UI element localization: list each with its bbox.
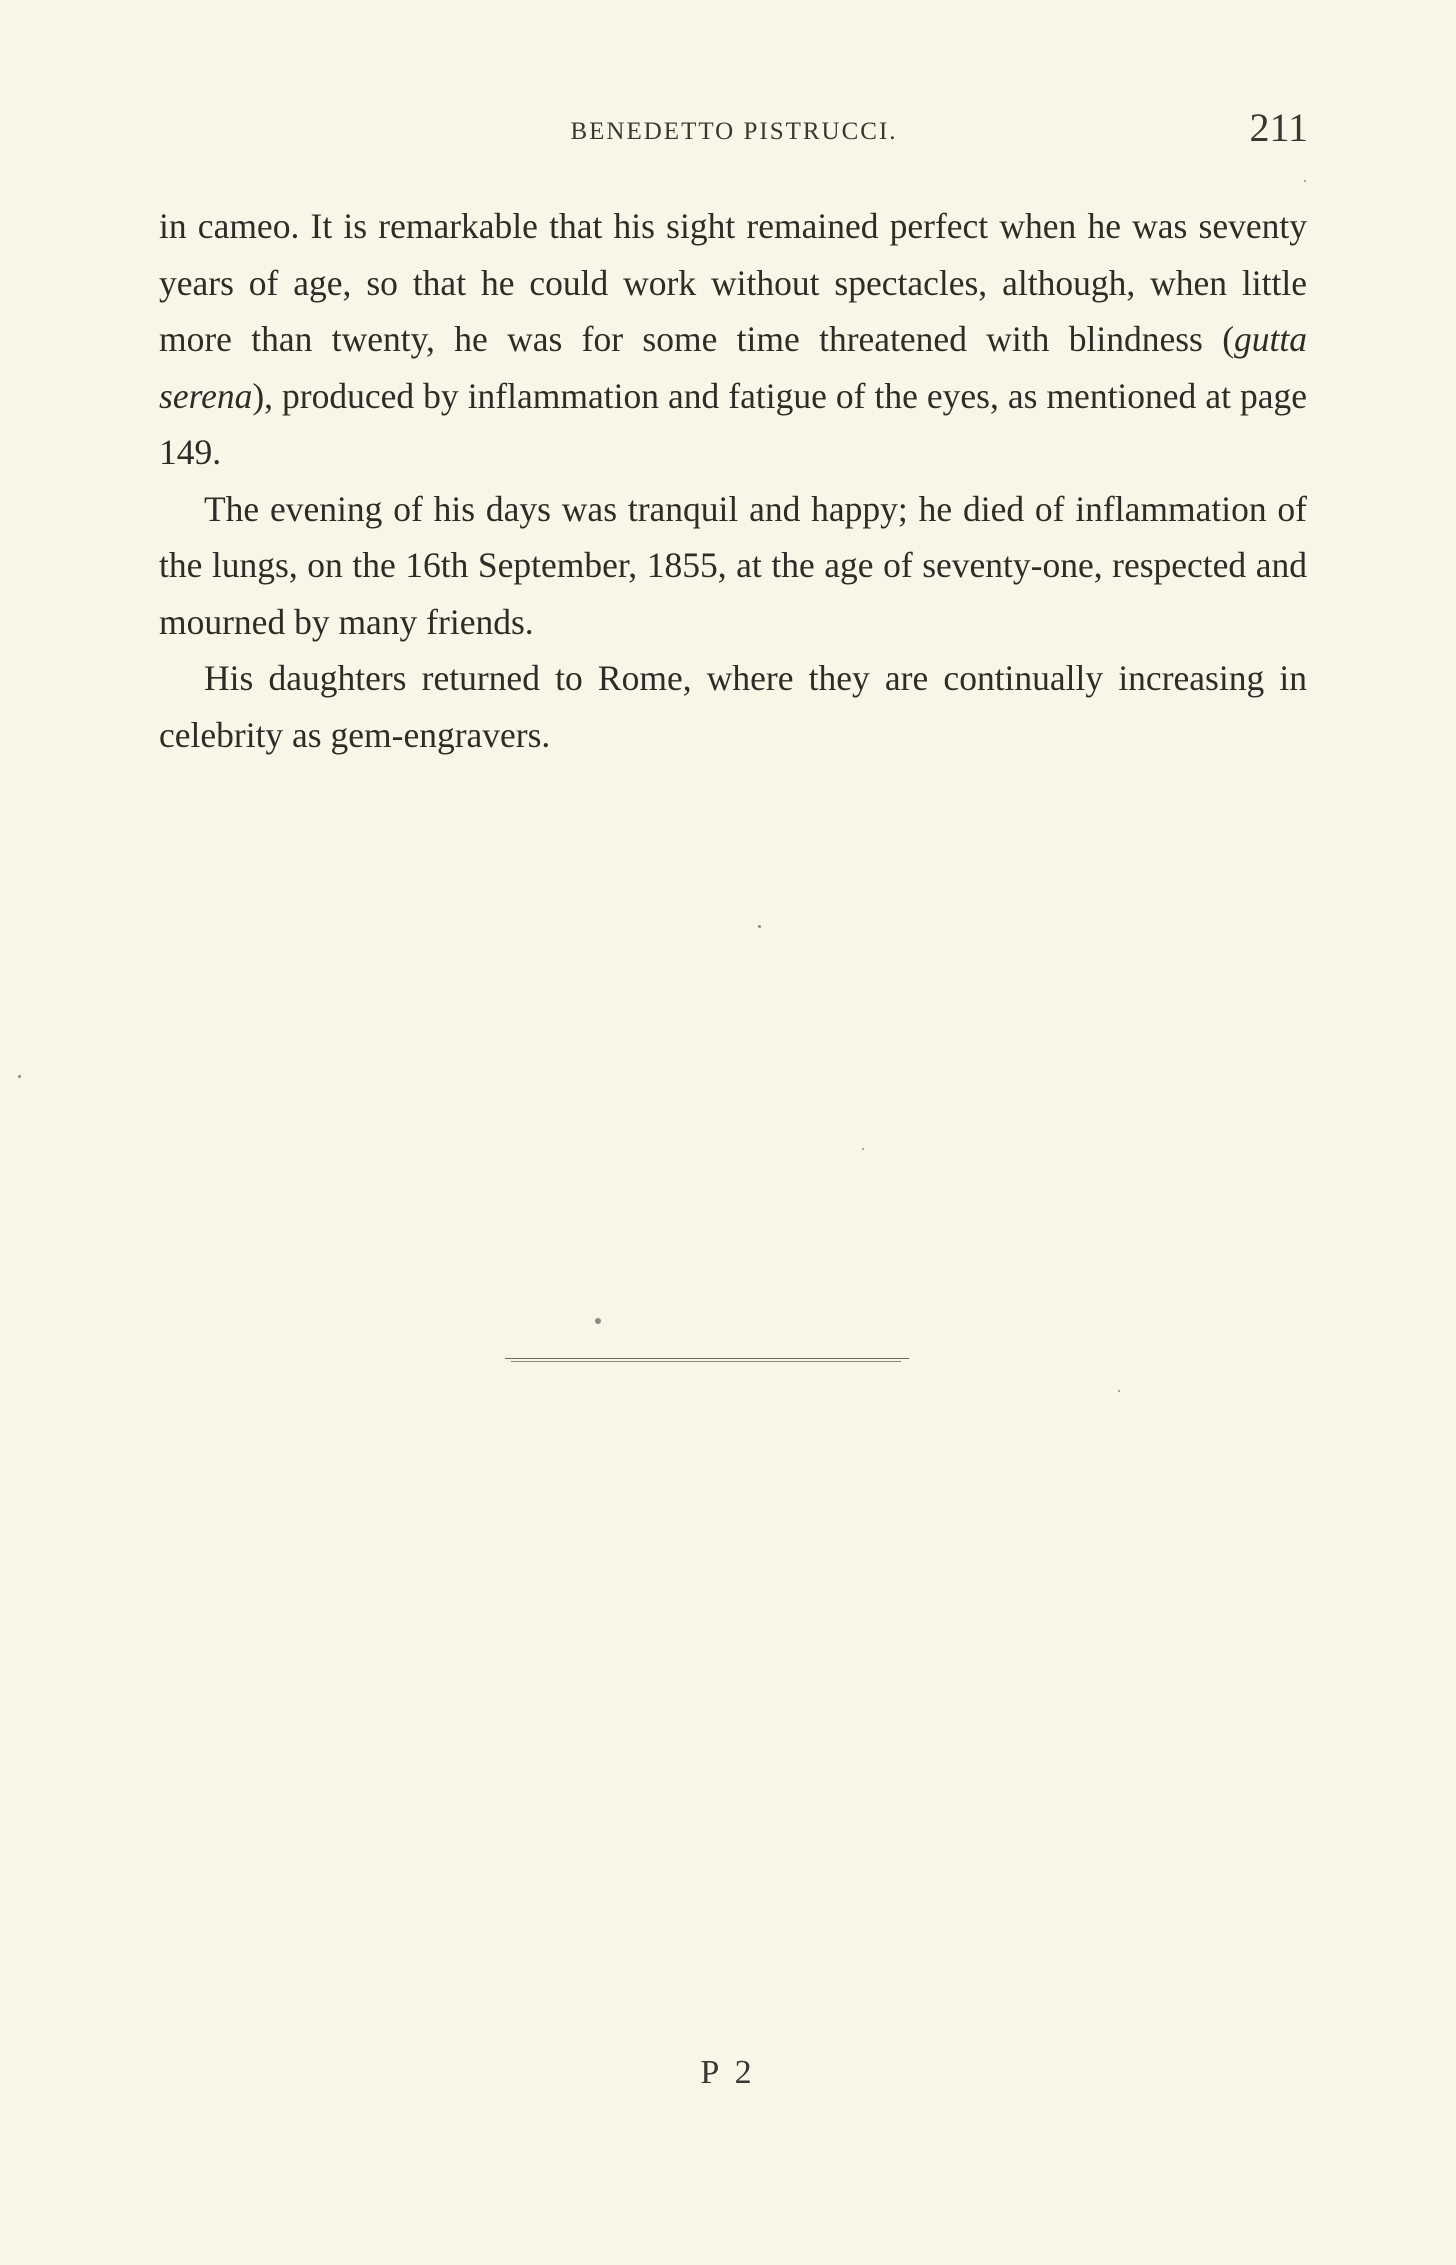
paragraph-2: The evening of his days was tranquil and happy; he died of inflammation of the lungs, on the 16th September, 1855, at the age of seventy-one, respected and mourned by many friends. (159, 488, 1307, 642)
paragraph-1-text-a: in cameo. It is remarkable that his sight remained perfect when he was seventy years of age, so that he could work without spectacles, although, when little more than twenty, he was for some time threatened with blindness ( (159, 206, 1307, 359)
paragraph-1 (159, 198, 1307, 481)
rule-line-bottom (511, 1361, 901, 1362)
paper-speck (1304, 180, 1306, 182)
paper-speck (758, 925, 761, 928)
page-number: 211 (1249, 105, 1308, 150)
signature-mark: P 2 (700, 2054, 756, 2091)
paragraph-3: His daughters returned to Rome, where they are continually increasing in celebrity as gem-engravers. (159, 658, 1307, 755)
paper-speck (595, 1318, 601, 1324)
body-text (159, 198, 1307, 763)
rule-line-top (505, 1358, 909, 1359)
running-head (160, 104, 1308, 154)
paragraph-1-text-b: ), produced by inflammation and fatigue of the eyes, as mentioned at page 149. (159, 375, 1307, 472)
paper-speck (862, 1148, 864, 1150)
paper-speck (18, 1075, 21, 1078)
closing-rule (505, 1358, 909, 1362)
running-title: BENEDETTO PISTRUCCI. (570, 118, 898, 145)
paper-speck (1118, 1390, 1120, 1392)
italic-term: gutta serena (159, 319, 1307, 416)
